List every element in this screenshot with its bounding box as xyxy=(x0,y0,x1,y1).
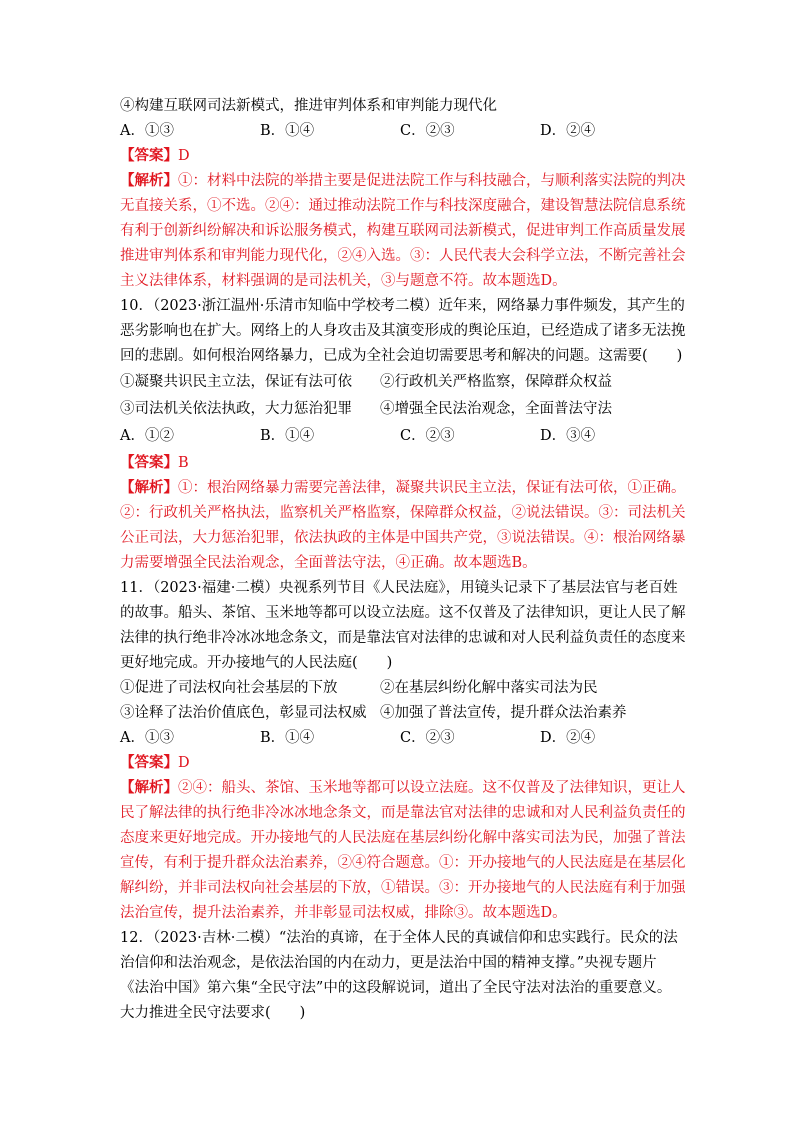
question-stem: 10．（2023·浙江温州·乐清市知临中学校考二模）近年来，网络暴力事件频发，其产生的 xyxy=(120,298,685,314)
analysis-line: ②：行政机关严格执法，监察机关严格监察，保障群众权益，②说法错误。③：司法机关 xyxy=(120,505,686,521)
choice-d: D．②④ xyxy=(540,123,596,139)
question-stem: 恶劣影响也在扩大。网络上的人身攻击及其演变形成的舆论压迫，已经造成了诸多无法挽 xyxy=(120,323,686,339)
choice-b: B．①④ xyxy=(260,428,315,444)
answer-value: D xyxy=(178,148,190,164)
choice-d: D．③④ xyxy=(540,428,596,444)
analysis-line: 公正司法，大力惩治犯罪，依法执政的主体是中国共产党，③说法错误。④：根治网络暴 xyxy=(120,530,686,546)
question-stem: 法律的执行绝非冷冰冰地念条文，而是靠法官对法律的忠诚和对人民利益负责任的态度来 xyxy=(120,630,686,646)
statement-item: ④加强了普法宣传，提升群众法治素养 xyxy=(380,705,627,721)
question-stem: 11．（2023·福建·二模）央视系列节目《人民法庭》，用镜头记录下了基层法官与老百姓 xyxy=(120,580,678,596)
choice-a: A．①③ xyxy=(120,123,174,139)
answer-tag: 【答案】 xyxy=(120,454,178,471)
answer-line xyxy=(120,751,190,775)
choice-d: D．②④ xyxy=(540,730,596,746)
analysis-line xyxy=(120,776,686,800)
analysis-line: 法治宣传，提升法治素养，并非彰显司法权威，排除③。故本题选D。 xyxy=(120,905,567,921)
analysis-line: 推进审判体系和审判能力现代化，②④入选。③：人民代表大会科学立法，不断完善社会 xyxy=(120,248,686,264)
statement-item: ①凝聚共识民主立法，保证有法可依 xyxy=(120,374,352,390)
question-stem: 《法治中国》第六集“全民守法”中的这段解说词，道出了全民守法对法治的重要意义。 xyxy=(120,980,672,996)
statement-item: ②在基层纠纷化解中落实司法为民 xyxy=(380,680,598,696)
answer-value: D xyxy=(178,755,190,771)
answer-value: B xyxy=(178,455,189,471)
question-stem: 的故事。船头、茶馆、玉米地等都可以设立法庭。这不仅普及了法律知识，更让人民了解 xyxy=(120,605,686,621)
option-line: ④构建互联网司法新模式，推进审判体系和审判能力现代化 xyxy=(120,98,497,114)
choice-b: B．①④ xyxy=(260,730,315,746)
analysis-tag: 【解析】 xyxy=(120,479,178,496)
analysis-text: ①：材料中法院的举措主要是促进法院工作与科技融合，与顺利落实法院的判决 xyxy=(178,173,686,189)
analysis-line: 民了解法律的执行绝非冷冰冰地念条文，而是靠法官对法律的忠诚和对人民利益负责任的 xyxy=(120,805,686,821)
statement-item: ④增强全民法治观念，全面普法守法 xyxy=(380,401,612,417)
answer-line xyxy=(120,451,189,475)
analysis-text: ②④：船头、茶馆、玉米地等都可以设立法庭。这不仅普及了法律知识，更让人 xyxy=(178,780,686,796)
statement-item: ③司法机关依法执政，大力惩治犯罪 xyxy=(120,401,352,417)
answer-tag: 【答案】 xyxy=(120,754,178,771)
analysis-line: 态度来更好地完成。开办接地气的人民法庭在基层纠纷化解中落实司法为民，加强了普法 xyxy=(120,830,686,846)
analysis-line: 无直接关系，①不选。②④：通过推动法院工作与科技深度融合，建设智慧法院信息系统 xyxy=(120,198,686,214)
choice-a: A．①③ xyxy=(120,730,174,746)
question-stem: 大力推进全民守法要求( ) xyxy=(120,1005,306,1021)
analysis-line: 主义法律体系，材料强调的是司法机关，③与题意不符。故本题选D。 xyxy=(120,273,567,289)
analysis-line: 力需要增强全民法治观念，全面普法守法，④正确。故本题选B。 xyxy=(120,555,537,571)
choice-a: A．①② xyxy=(120,428,174,444)
choice-c: C．②③ xyxy=(400,123,455,139)
analysis-line xyxy=(120,476,686,500)
question-stem: 更好地完成。开办接地气的人民法庭( ) xyxy=(120,655,393,671)
statement-item: ①促进了司法权向社会基层的下放 xyxy=(120,680,338,696)
analysis-text: ①：根治网络暴力需要完善法律，凝聚共识民主立法，保证有法可依，①正确。 xyxy=(178,480,686,496)
statement-item: ③诠释了法治价值底色，彰显司法权威 xyxy=(120,705,367,721)
answer-tag: 【答案】 xyxy=(120,147,178,164)
analysis-line xyxy=(120,169,686,193)
choice-c: C．②③ xyxy=(400,428,455,444)
question-stem: 回的悲剧。如何根治网络暴力，已成为全社会迫切需要思考和解决的问题。这需要( ) xyxy=(120,348,683,364)
question-stem: 12．（2023·吉林·二模）“法治的真谛，在于全体人民的真诚信仰和忠实践行。民众的法 xyxy=(120,930,678,946)
analysis-tag: 【解析】 xyxy=(120,172,178,189)
analysis-line: 宣传，有利于提升群众法治素养，②④符合题意。①：开办接地气的人民法庭是在基层化 xyxy=(120,855,686,871)
choice-b: B．①④ xyxy=(260,123,315,139)
answer-line xyxy=(120,144,190,168)
choice-c: C．②③ xyxy=(400,730,455,746)
analysis-line: 解纠纷，并非司法权向社会基层的下放，①错误。③：开办接地气的人民法庭有利于加强 xyxy=(120,880,686,896)
statement-item: ②行政机关严格监察，保障群众权益 xyxy=(380,374,612,390)
question-stem: 治信仰和法治观念，是依法治国的内在动力，更是法治中国的精神支撑。”央视专题片 xyxy=(120,955,657,971)
analysis-line: 有利于创新纠纷解决和诉讼服务模式，构建互联网司法新模式，促进审判工作高质量发展 xyxy=(120,223,686,239)
analysis-tag: 【解析】 xyxy=(120,779,178,796)
